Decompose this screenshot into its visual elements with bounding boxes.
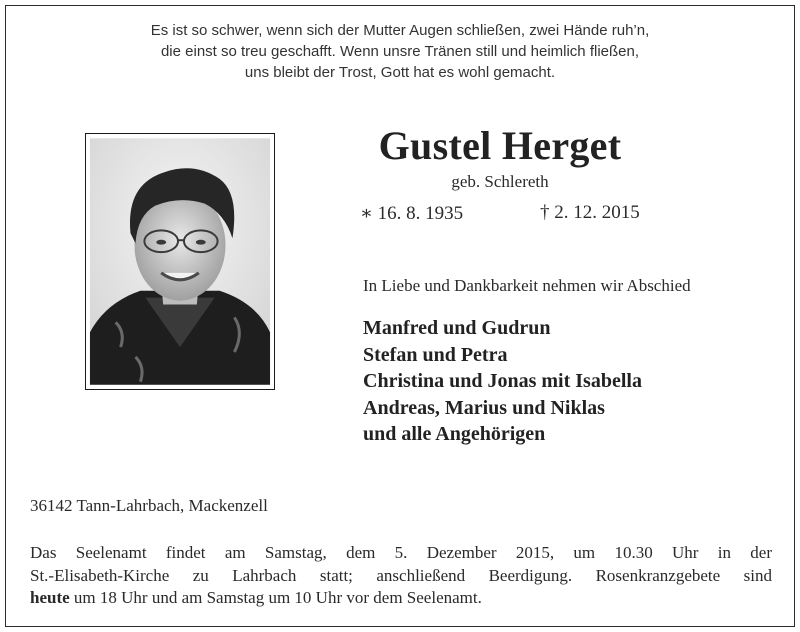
poem-line: uns bleibt der Trost, Gott hat es wohl gemacht. (244, 64, 556, 81)
mourner-line: Stefan und Petra (363, 343, 508, 366)
mourner-line: Andreas, Marius und Niklas (363, 396, 605, 419)
poem (0, 20, 800, 83)
notice-line: Das Seelenamt findet am Samstag, dem 5. Dezember 2015, um 10.30 Uhr in der (30, 543, 772, 562)
poem-line: die einst so treu geschafft. Wenn unsre Tränen still und heimlich fließen, (160, 43, 640, 60)
death-date: † 2. 12. 2015 (540, 202, 640, 223)
portrait-photo (85, 133, 275, 390)
farewell-text: In Liebe und Dankbarkeit nehmen wir Abschied (363, 276, 691, 295)
service-notice (30, 542, 772, 610)
mourner-line: Christina und Jonas mit Isabella (363, 370, 642, 392)
notice-line-rest: um 18 Uhr und am Samstag um 10 Uhr vor dem Seelenamt. (69, 588, 482, 607)
mourner-line: und alle Angehörigen (363, 423, 546, 445)
notice-line (30, 587, 772, 610)
birth-name: geb. Schlereth (451, 172, 549, 191)
deceased-name: Gustel Herget (378, 123, 622, 168)
mourner-line: Manfred und Gudrun (363, 317, 551, 339)
birth-date: ∗ 16. 8. 1935 (360, 203, 464, 224)
notice-emphasis: heute (30, 588, 70, 607)
address: 36142 Tann-Lahrbach, Mackenzell (30, 496, 268, 515)
poem-line: Es ist so schwer, wenn sich der Mutter Augen schließen, zwei Hände ruh’n, (150, 22, 650, 39)
notice-line: St.-Elisabeth-Kirche zu Lahrbach statt; anschließend Beerdigung. Rosenkranzgebete sind (30, 565, 772, 585)
mourners-list (363, 315, 642, 448)
